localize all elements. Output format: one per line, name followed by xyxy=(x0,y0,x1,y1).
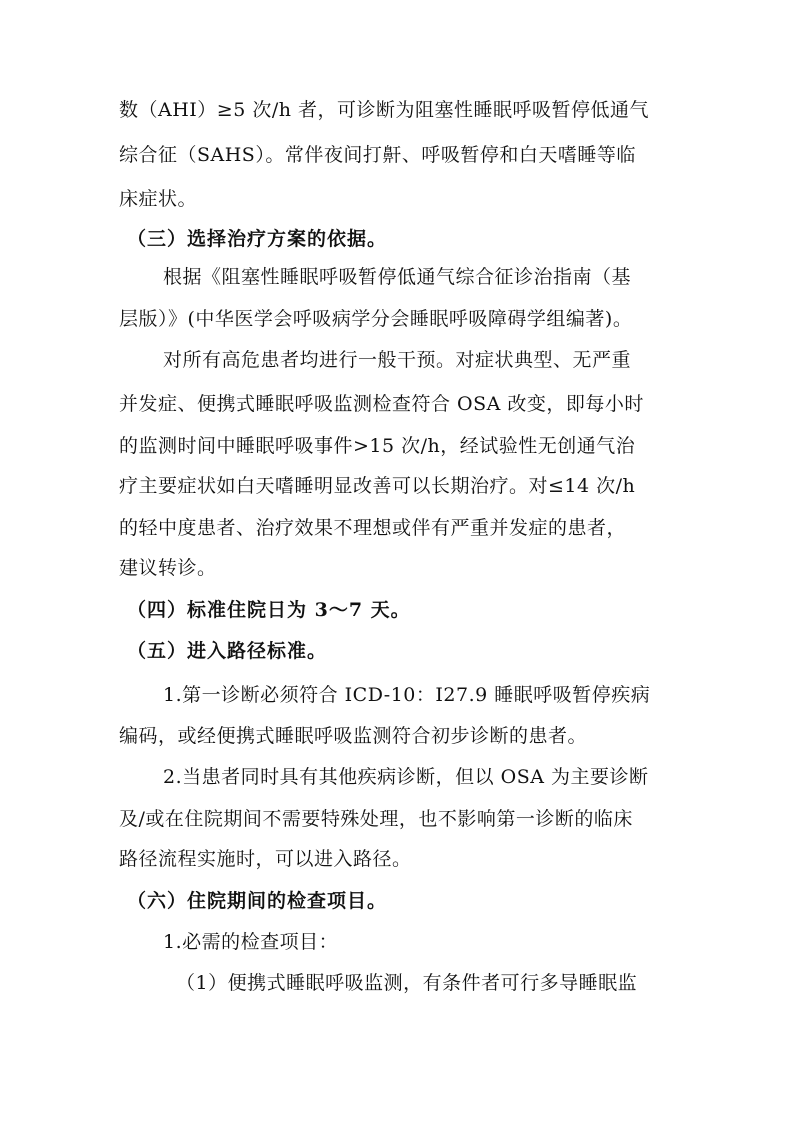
body-text-line: 床症状。 xyxy=(119,188,198,210)
body-text-line: 路径流程实施时，可以进入路径。 xyxy=(119,848,412,870)
section-heading-5: （五）进入路径标准。 xyxy=(127,640,328,662)
body-text-line: 根据《阻塞性睡眠呼吸暂停低通气综合征诊治指南（基 xyxy=(163,266,632,288)
body-text-line: 对所有高危患者均进行一般干预。对症状典型、无严重 xyxy=(163,349,632,371)
body-text-line: 1.必需的检查项目： xyxy=(163,931,339,953)
body-text-line: 的轻中度患者、治疗效果不理想或伴有严重并发症的患者， xyxy=(119,517,627,539)
body-text-line: 疗主要症状如白天嗜睡明显改善可以长期治疗。对≤14 次/h xyxy=(119,475,636,497)
body-text-line: 层版）》(中华医学会呼吸病学分会睡眠呼吸障碍学组编著)。 xyxy=(119,308,633,330)
body-text-line: 数（AHI）≥5 次/h 者，可诊断为阻塞性睡眠呼吸暂停低通气 xyxy=(119,99,650,121)
body-text-line: 并发症、便携式睡眠呼吸监测检查符合 OSA 改变，即每小时 xyxy=(119,393,644,415)
body-text-line: 建议转诊。 xyxy=(119,557,217,579)
body-text-line: 2.当患者同时具有其他疾病诊断，但以 OSA 为主要诊断 xyxy=(163,766,649,788)
body-text-line: 编码，或经便携式睡眠呼吸监测符合初步诊断的患者。 xyxy=(119,725,588,747)
body-text-line: 1.第一诊断必须符合 ICD-10：I27.9 睡眠呼吸暂停疾病 xyxy=(163,684,651,706)
body-text-line: （1）便携式睡眠呼吸监测，有条件者可行多导睡眠监 xyxy=(176,972,638,994)
body-text-line: 的监测时间中睡眠呼吸事件>15 次/h，经试验性无创通气治 xyxy=(119,435,636,457)
body-text-line: 综合征（SAHS）。常伴夜间打鼾、呼吸暂停和白天嗜睡等临 xyxy=(119,144,636,166)
section-heading-3: （三）选择治疗方案的依据。 xyxy=(127,228,388,250)
section-heading-6: （六）住院期间的检查项目。 xyxy=(127,890,388,912)
body-text-line: 及/或在住院期间不需要特殊处理，也不影响第一诊断的临床 xyxy=(119,808,633,830)
section-heading-4: （四）标准住院日为 3～7 天。 xyxy=(127,599,411,621)
